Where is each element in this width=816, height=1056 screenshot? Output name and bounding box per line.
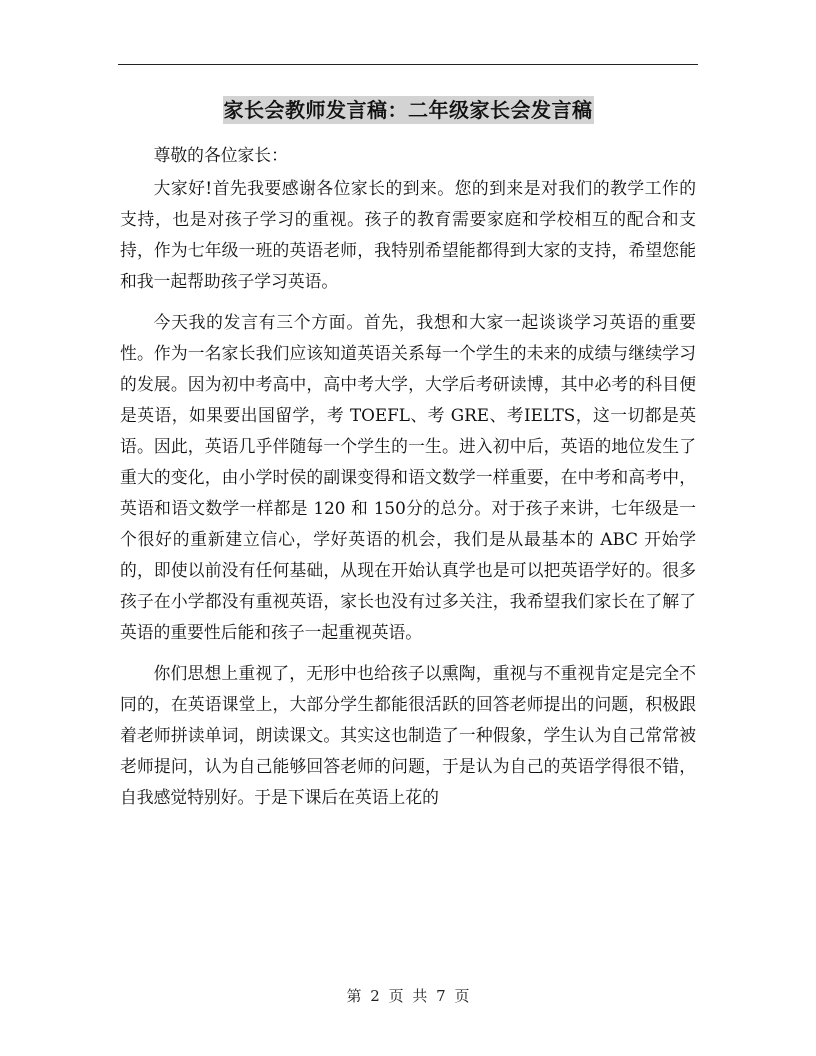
header-rule xyxy=(118,64,698,65)
document-title: 家长会教师发言稿：二年级家长会发言稿 xyxy=(223,98,593,122)
page-number: 第 2 页 共 7 页 xyxy=(346,987,470,1005)
title-container xyxy=(0,96,816,124)
paragraph-3: 你们思想上重视了，无形中也给孩子以熏陶，重视与不重视肯定是完全不同的，在英语课堂上，大部分学生都能很活跃的回答老师提出的问题，积极跟着老师拼读单词，朗读课文。其实这也制造了一种假象，学生认为自己常常被老师提问，认为自己能够回答老师的问题，于是认为自己的英语学得很不错，自我感觉特别好。于是下课后在英语上花的 xyxy=(120,663,696,807)
greeting: 尊敬的各位家长： xyxy=(153,145,288,165)
document-body xyxy=(120,140,696,813)
paragraph-1: 大家好!首先我要感谢各位家长的到来。您的到来是对我们的教学工作的支持，也是对孩子学习的重视。孩子的教育需要家庭和学校相互的配合和支持，作为七年级一班的英语老师，我特别希望能都得到大家的支持，希望您能和我一起帮助孩子学习英语。 xyxy=(120,178,696,291)
paragraph-2: 今天我的发言有三个方面。首先，我想和大家一起谈谈学习英语的重要性。作为一名家长我们应该知道英语关系每一个学生的未来的成绩与继续学习的发展。因为初中考高中，高中考大学，大学后考研读博，其中必考的科目便是英语，如果要出国留学，考 TOEFL、考 GRE、考IELTS，这一切都是英语。因此，英语几乎伴随每一个学生的一生。进入初中后，英语的地位发生了重大的变化，由小学时侯的副课变得和语文数学一样重要，在中考和高考中，英语和语文数学一样都是 120 和 150分的总分。对于孩子来讲，七年级是一个很好的重新建立信心，学好英语的机会，我们是从最基本的 ABC 开始学的，即使以前没有任何基础，从现在开始认真学也是可以把英语学好的。很多孩子在小学都没有重视英语，家长也没有过多关注，我希望我们家长在了解了英语的重要性后能和孩子一起重视英语。 xyxy=(120,312,696,642)
